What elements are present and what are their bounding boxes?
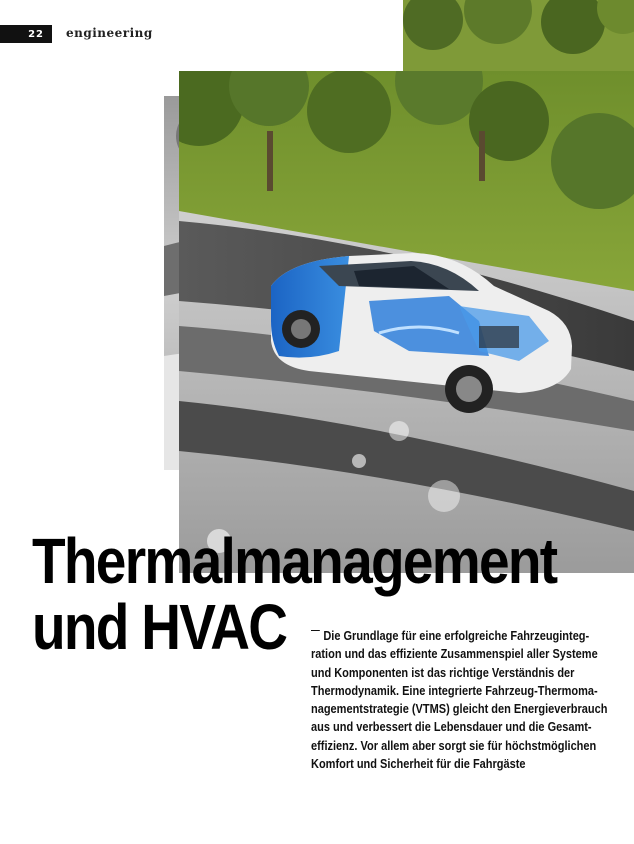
page-number-badge [0, 25, 52, 43]
intro-line-7: effizienz. Vor allem aber sorgt sie für höchstmöglichen [311, 738, 597, 753]
intro-paragraph [311, 627, 611, 773]
intro-line-1: Die Grundlage für eine erfolgreiche Fahrzeuginteg- [311, 627, 575, 645]
title-line-1: Thermalmanagement [32, 525, 557, 597]
intro-line-4: Thermodynamik. Eine integrierte Fahrzeug-Thermoma- [311, 683, 598, 698]
forest-strip-image [403, 0, 634, 71]
dash-marker [311, 630, 320, 631]
section-label: engineering [66, 26, 153, 40]
title-line-2: und HVAC [32, 591, 287, 663]
car-thermal-illustration [179, 71, 634, 573]
intro-line-2: ration und das effiziente Zusammenspiel aller Systeme [311, 647, 598, 662]
intro-line-3: und Komponenten ist das richtige Verständnis der [311, 665, 575, 680]
intro-line-8: Komfort und Sicherheit für die Fahrgäste [311, 757, 526, 772]
page-number: 22 [28, 28, 44, 40]
intro-line-6: aus und verbessert die Lebensdauer und die Gesamt- [311, 720, 592, 735]
intro-line-5: nagementstrategie (VTMS) gleicht den Energieverbrauch [311, 702, 608, 717]
